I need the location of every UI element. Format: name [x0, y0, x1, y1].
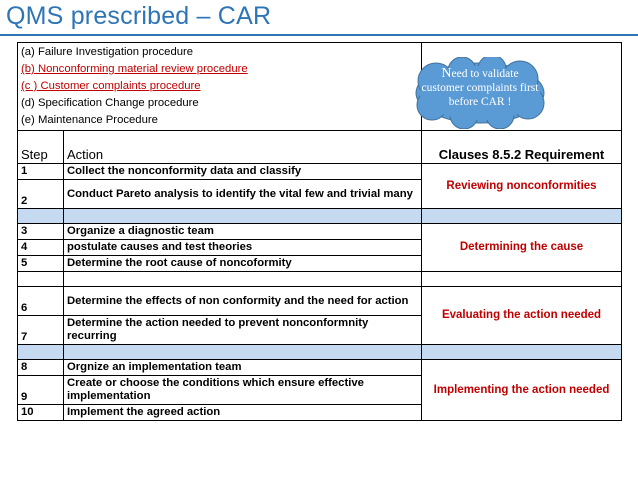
step-cell: 8 [18, 360, 64, 376]
action-cell: Conduct Pareto analysis to identify the vital few and trivial many [64, 180, 422, 209]
table-row [18, 224, 622, 240]
callout-body: eed to validate customer complaints first before CAR ! [421, 68, 539, 108]
empty-row [18, 272, 622, 287]
separator-cell [422, 209, 622, 224]
action-cell: Determine the effects of non conformity and the need for action [64, 287, 422, 316]
action-cell: Determine the root cause of noncoformity [64, 256, 422, 272]
action-cell: Implement the agreed action [64, 405, 422, 421]
step-cell: 6 [18, 287, 64, 316]
header-row [18, 131, 622, 164]
action-header: Action [64, 131, 422, 164]
step-cell: 9 [18, 376, 64, 405]
separator-row [18, 209, 622, 224]
table-row [18, 164, 622, 180]
empty-cell [422, 272, 622, 287]
separator-row [18, 345, 622, 360]
action-cell: Orgnize an implementation team [64, 360, 422, 376]
requirement-cell: Evaluating the action needed [422, 287, 622, 345]
requirement-cell: Reviewing nonconformities [422, 164, 622, 209]
callout-text [420, 67, 540, 109]
separator-cell [64, 209, 422, 224]
procedure-item: (d) Specification Change procedure [21, 97, 199, 109]
requirement-cell: Implementing the action needed [422, 360, 622, 421]
step-cell: 7 [18, 316, 64, 345]
procedure-item: (c ) Customer complaints procedure [21, 80, 201, 92]
step-cell: 4 [18, 240, 64, 256]
step-cell: 10 [18, 405, 64, 421]
empty-cell [18, 272, 64, 287]
callout-initial: N [441, 66, 452, 81]
step-header: Step [18, 131, 64, 164]
step-cell: 5 [18, 256, 64, 272]
slide-title: QMS prescribed – CAR [6, 2, 272, 30]
clauses-header: Clauses 8.5.2 Requirement [422, 131, 622, 164]
step-cell: 2 [18, 180, 64, 209]
table-row [18, 287, 622, 316]
separator-cell [64, 345, 422, 360]
step-cell: 1 [18, 164, 64, 180]
procedure-item: (a) Failure Investigation procedure [21, 46, 194, 58]
table-row [18, 360, 622, 376]
action-cell: Collect the nonconformity data and classify [64, 164, 422, 180]
procedures-cell [18, 43, 422, 131]
separator-cell [422, 345, 622, 360]
action-cell: Organize a diagnostic team [64, 224, 422, 240]
requirement-cell: Determining the cause [422, 224, 622, 272]
procedure-item: (b) Nonconforming material review procedure [21, 63, 248, 75]
action-cell: Create or choose the conditions which ensure effective implementation [64, 376, 422, 405]
action-cell: postulate causes and test theories [64, 240, 422, 256]
procedure-item: (e) Maintenance Procedure [21, 114, 158, 126]
empty-cell [64, 272, 422, 287]
separator-cell [18, 345, 64, 360]
title-underline [0, 34, 638, 36]
separator-cell [18, 209, 64, 224]
action-cell: Determine the action needed to prevent nonconformnity recurring [64, 316, 422, 345]
step-cell: 3 [18, 224, 64, 240]
